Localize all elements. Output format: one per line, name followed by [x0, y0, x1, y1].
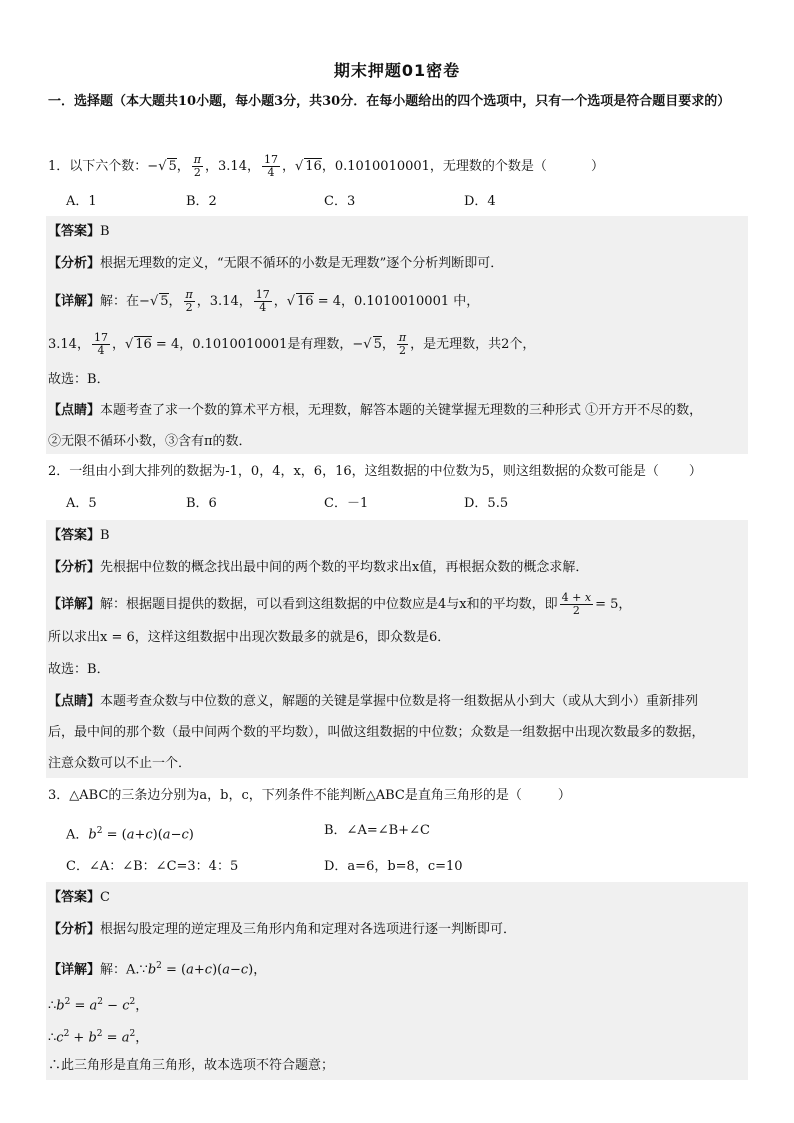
page-title: 期末押题01密卷	[333, 61, 461, 80]
q2-option-c: C．－1	[324, 496, 369, 511]
q1-detail-line2: 3.14， $\frac{17}{4}$ ，√ 16 = 4，0.1010010001是有理数，−√ 5， $\frac{\pi}{2}$ ，是无理数，共2个，	[48, 331, 536, 357]
q1-choose: 故选：B．	[48, 372, 110, 387]
q2-analysis: 【分析】先根据中位数的概念找出最中间的两个数的平均数求出x值，再根据众数的概念求解．	[48, 560, 589, 575]
q2-option-b: B．6	[186, 496, 217, 511]
question-1-stem: 1．以下六个数：−√ 5， $\frac{\pi}{2}$ ，3.14， $\frac{17}{4}$ ，√ 16，0.1010010001，无理数的个数是（ ）	[48, 153, 604, 179]
q1-tip-line2: ②无限不循环小数，③含有π的数．	[48, 434, 252, 449]
q1-analysis: 【分析】根据无理数的定义，“无限不循环的小数是无理数”逐个分析判断即可．	[48, 256, 504, 271]
q3-step-2: $\therefore b^2 = a^2 - c^2$，	[48, 997, 149, 1014]
q2-option-a: A．5	[66, 496, 97, 511]
q3-solution-box	[46, 882, 748, 1080]
q3-option-b: B．∠A=∠B+∠C	[324, 823, 430, 838]
q1-option-c: C．3	[324, 194, 356, 209]
q1-tip-line1: 【点睛】本题考查了求一个数的算术平方根，无理数，解答本题的关键掌握无理数的三种形式 ①开方开不尽的数，	[48, 403, 703, 418]
q1-answer: 【答案】B	[48, 224, 110, 239]
q3-option-d: D．a=6，b=8，c=10	[324, 859, 463, 874]
q3-step-4: ∴此三角形是直角三角形，故本选项不符合题意；	[48, 1058, 335, 1073]
q1-option-d: D．4	[464, 194, 496, 209]
q3-option-c: C．∠A：∠B：∠C=3：4：5	[66, 859, 239, 874]
q3-step-3: $\therefore c^2 + b^2 = a^2$，	[48, 1029, 149, 1046]
q3-detail-line1: 【详解】解：$A.\because b^2 = (a+c)(a-c)$，	[48, 961, 267, 978]
question-3-stem: 3．△ABC的三条边分别为a，b，c，下列条件不能判断△ABC是直角三角形的是（ ）	[48, 788, 571, 803]
q2-option-d: D．5.5	[464, 496, 509, 511]
q2-answer: 【答案】B	[48, 528, 110, 543]
q1-option-b: B．2	[186, 194, 217, 209]
section-heading: 一．选择题（本大题共10小题，每小题3分，共30分．在每小题给出的四个选项中，只有一个选项是符合题目要求的）	[48, 94, 731, 109]
q1-detail-line1: 【详解】解：在−√ 5， $\frac{\pi}{2}$ ，3.14， $\frac{17}{4}$ ，√ 16 = 4，0.1010010001 中，	[48, 288, 480, 314]
q2-detail-line1: 【详解】解：根据题目提供的数据，可以看到这组数据的中位数应是4与x和的平均数，即 $\frac{4 + x}{2}$ = 5，	[48, 591, 632, 617]
q3-analysis: 【分析】根据勾股定理的逆定理及三角形内角和定理对各选项进行逐一判断即可．	[48, 922, 517, 937]
q2-choose: 故选：B．	[48, 662, 110, 677]
q2-tip-line2: 后，最中间的那个数（最中间两个数的平均数），叫做这组数据的中位数；众数是一组数据中出现次数最多的数据，	[48, 725, 705, 740]
q3-option-a: A．$b^2 = (a+c)(a-c)$	[66, 826, 194, 843]
q2-tip-line3: 注意众数可以不止一个．	[48, 756, 192, 771]
q2-detail-line2: 所以求出x = 6，这样这组数据中出现次数最多的就是6，即众数是6．	[48, 630, 451, 645]
question-2-stem: 2．一组由小到大排列的数据为-1，0，4，x，6，16，这组数据的中位数为5，则这组数据的众数可能是（ ）	[48, 464, 702, 479]
q3-answer: 【答案】C	[48, 890, 110, 905]
q2-tip-line1: 【点睛】本题考查众数与中位数的意义，解题的关键是掌握中位数是将一组数据从小到大（或从大到小）重新排列	[48, 694, 699, 709]
q1-option-a: A．1	[66, 194, 97, 209]
